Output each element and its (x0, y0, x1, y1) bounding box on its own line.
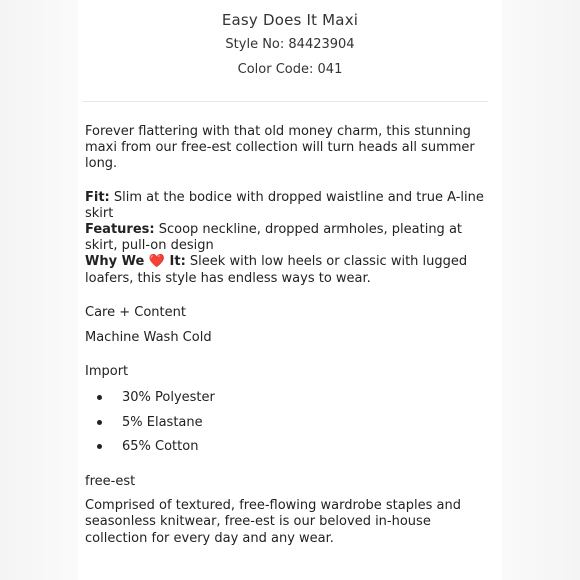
right-margin-band (502, 0, 580, 580)
why-text: Sleek with low heels or classic with lugged loafers, this style has endless ways to wear. (85, 254, 468, 286)
color-code: Color Code: 041 (237, 62, 343, 77)
why-label: Why We ❤️ It: (85, 254, 186, 270)
list-item (85, 390, 485, 415)
brand-name: free-est (85, 473, 136, 489)
features-label: Features: (85, 222, 155, 238)
product-description (85, 124, 485, 547)
fit-line (85, 190, 485, 222)
left-margin-band (0, 0, 78, 580)
heart-icon: ❤️ (148, 254, 166, 270)
why-line (85, 254, 485, 286)
header-divider (83, 101, 488, 102)
material-text: 5% Elastane (122, 414, 203, 430)
material-text: 30% Polyester (122, 390, 215, 406)
features-text: Scoop neckline, dropped armholes, pleating at skirt, pull-on design (85, 222, 463, 254)
bullet-icon (97, 444, 102, 449)
fit-label: Fit: (85, 189, 110, 205)
materials-list (85, 390, 485, 464)
product-detail-card (78, 0, 502, 580)
fit-text: Slim at the bodice with dropped waistline and true A-line skirt (85, 189, 484, 221)
list-item (85, 415, 485, 440)
product-header (78, 0, 502, 78)
brand-description: Comprised of textured, free-flowing wardrobe staples and seasonless knitwear, free-est is our beloved in-house collection for every day and any wear. (85, 498, 461, 546)
product-title: Easy Does It Maxi (221, 11, 359, 29)
bullet-icon (97, 395, 102, 400)
list-item (85, 439, 485, 464)
import-heading: Import (85, 364, 129, 380)
bullet-icon (97, 420, 102, 425)
care-instructions: Machine Wash Cold (85, 330, 212, 346)
features-line (85, 222, 485, 254)
intro-text: Forever flattering with that old money charm, this stunning maxi from our free-est collection will turn heads all summer long. (85, 124, 475, 172)
style-number: Style No: 84423904 (225, 37, 355, 52)
material-text: 65% Cotton (122, 439, 199, 455)
care-heading: Care + Content (85, 304, 186, 320)
